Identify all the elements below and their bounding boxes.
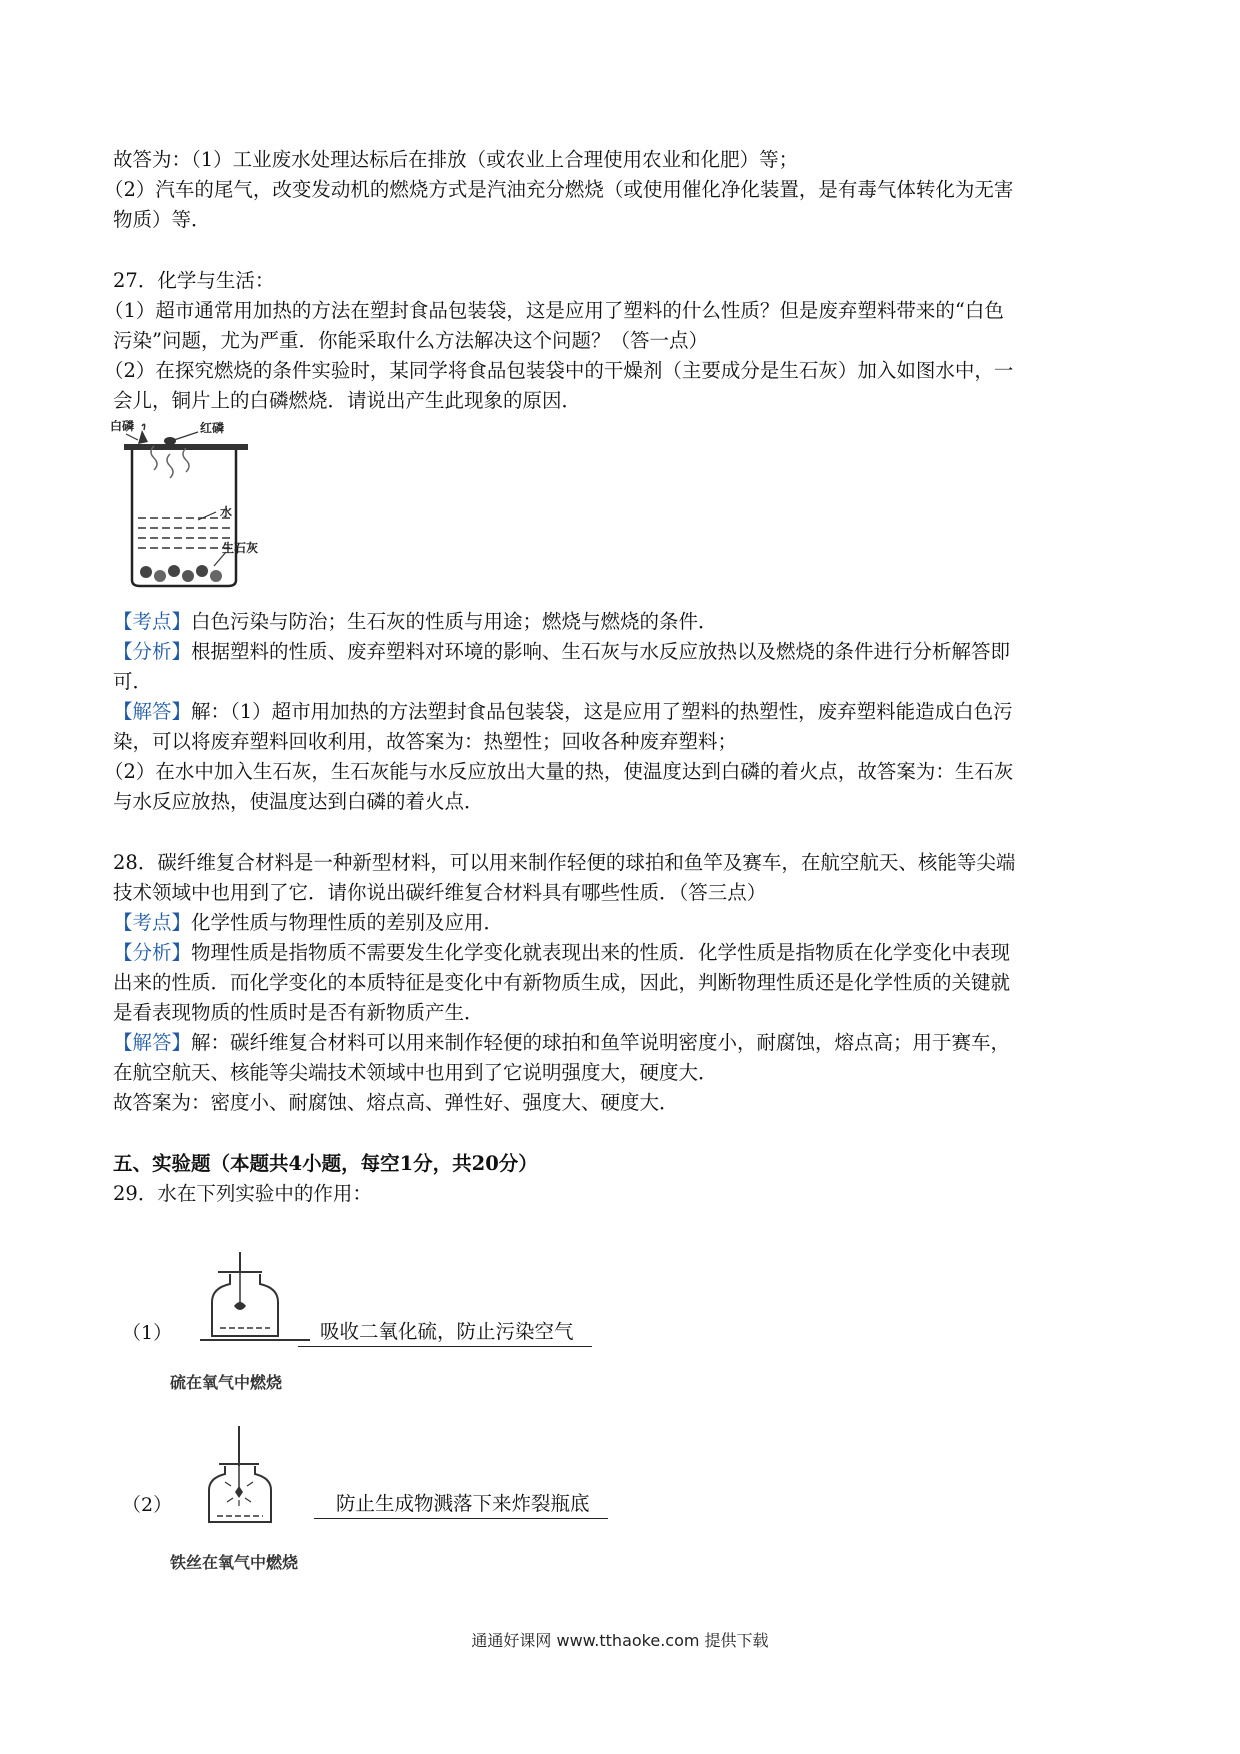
item-number: （2） <box>122 1494 173 1516</box>
text-line: 在航空航天、核能等尖端技术领域中也用到了它说明强度大，硬度大． <box>113 1061 718 1084</box>
text-line: 是看表现物质的性质时是否有新物质产生． <box>113 1001 484 1024</box>
tag-kaodian: 【考点】 <box>113 610 192 633</box>
text-line: （2）在水中加入生石灰，生石灰能与水反应放出大量的热，使温度达到白磷的着火点，故答案为：生石灰 <box>104 760 1014 783</box>
question-28-title: 28．碳纤维复合材料是一种新型材料，可以用来制作轻便的球拍和鱼竿及赛车，在航空航天、核能等尖端 <box>113 851 1016 874</box>
item-number: （1） <box>122 1322 173 1344</box>
text-line: 污染”问题，尤为严重．你能采取什么方法解决这个问题？（答一点） <box>113 329 708 352</box>
tag-kaodian: 【考点】 <box>113 911 192 934</box>
text-line: （2）汽车的尾气，改变发动机的燃烧方式是汽油充分燃烧（或使用催化净化装置，是有毒气体转化为无害 <box>104 178 1014 201</box>
kaodian-text: 白色污染与防治；生石灰的性质与用途；燃烧与燃烧的条件． <box>191 610 718 633</box>
red-phosphorus-label: 红磷 <box>200 421 225 435</box>
tag-jieda: 【解答】 <box>113 700 192 723</box>
text-line <box>113 939 1010 967</box>
text-line <box>113 1029 1010 1057</box>
water-label: 水 <box>220 505 233 519</box>
figure-caption: 铁丝在氧气中燃烧 <box>170 1553 299 1572</box>
text-line: 染，可以将废弃塑料回收利用，故答案为：热塑性；回收各种废弃塑料； <box>113 730 738 753</box>
sulfur-combustion-figure <box>200 1248 310 1348</box>
text-line: （2）在探究燃烧的条件实验时，某同学将食品包装袋中的干燥剂（主要成分是生石灰）加入如图水中，一 <box>104 359 1014 382</box>
tag-jieda: 【解答】 <box>113 1031 192 1054</box>
text-line: （1）超市通常用加热的方法在塑封食品包装袋，这是应用了塑料的什么性质？但是废弃塑料带来的“白色 <box>104 299 1004 322</box>
jieda-text: 解：碳纤维复合材料可以用来制作轻便的球拍和鱼竿说明密度小，耐腐蚀，熔点高；用于赛车， <box>191 1031 1011 1054</box>
text-line <box>113 698 1013 726</box>
text-line: 故答案为：密度小、耐腐蚀、熔点高、弹性好、强度大、硬度大． <box>113 1091 679 1114</box>
text-line: 会儿，铜片上的白磷燃烧．请说出产生此现象的原因． <box>113 389 582 412</box>
answer-blank-1: 吸收二氧化硫，防止污染空气 <box>298 1318 592 1347</box>
white-phosphorus-label: 白磷 <box>110 420 135 433</box>
text-line <box>113 608 718 636</box>
figure-caption: 硫在氧气中燃烧 <box>170 1373 283 1392</box>
text-line: 可． <box>113 670 153 693</box>
section-heading: 五、实验题（本题共4小题，每空1分，共20分） <box>113 1152 538 1175</box>
tag-fenxi: 【分析】 <box>113 640 192 663</box>
question-29-title: 29．水在下列实验中的作用： <box>113 1182 372 1205</box>
fenxi-text: 根据塑料的性质、废弃塑料对环境的影响、生石灰与水反应放热以及燃烧的条件进行分析解答即 <box>191 640 1011 663</box>
tag-fenxi: 【分析】 <box>113 941 192 964</box>
text-line <box>113 638 1010 666</box>
text-line: 与水反应放热，使温度达到白磷的着火点． <box>113 790 484 813</box>
text-line: 出来的性质．而化学变化的本质特征是变化中有新物质生成，因此，判断物理性质还是化学性质的关键就 <box>113 971 1011 994</box>
text-line: 技术领域中也用到了它．请你说出碳纤维复合材料具有哪些性质．（答三点） <box>113 881 767 904</box>
kaodian-text: 化学性质与物理性质的差别及应用． <box>191 911 504 934</box>
fenxi-text: 物理性质是指物质不需要发生化学变化就表现出来的性质．化学性质是指物质在化学变化中表现 <box>191 941 1011 964</box>
answer-blank-2: 防止生成物溅落下来炸裂瓶底 <box>314 1490 608 1519</box>
iron-wire-combustion-figure <box>195 1422 305 1532</box>
quicklime-label: 生石灰 <box>222 541 259 555</box>
combustion-experiment-figure <box>110 420 280 590</box>
question-27-title: 27．化学与生活： <box>113 269 275 292</box>
text-line <box>113 909 503 937</box>
page-footer: 通通好课网 www.tthaoke.com 提供下载 <box>471 1631 769 1650</box>
jieda-text: 解：（1）超市用加热的方法塑封食品包装袋，这是应用了塑料的热塑性，废弃塑料能造成白色污 <box>191 700 1013 723</box>
text-line: 物质）等． <box>113 208 211 231</box>
text-line: 故答为：（1）工业废水处理达标后在排放（或农业上合理使用农业和化肥）等； <box>113 148 799 171</box>
